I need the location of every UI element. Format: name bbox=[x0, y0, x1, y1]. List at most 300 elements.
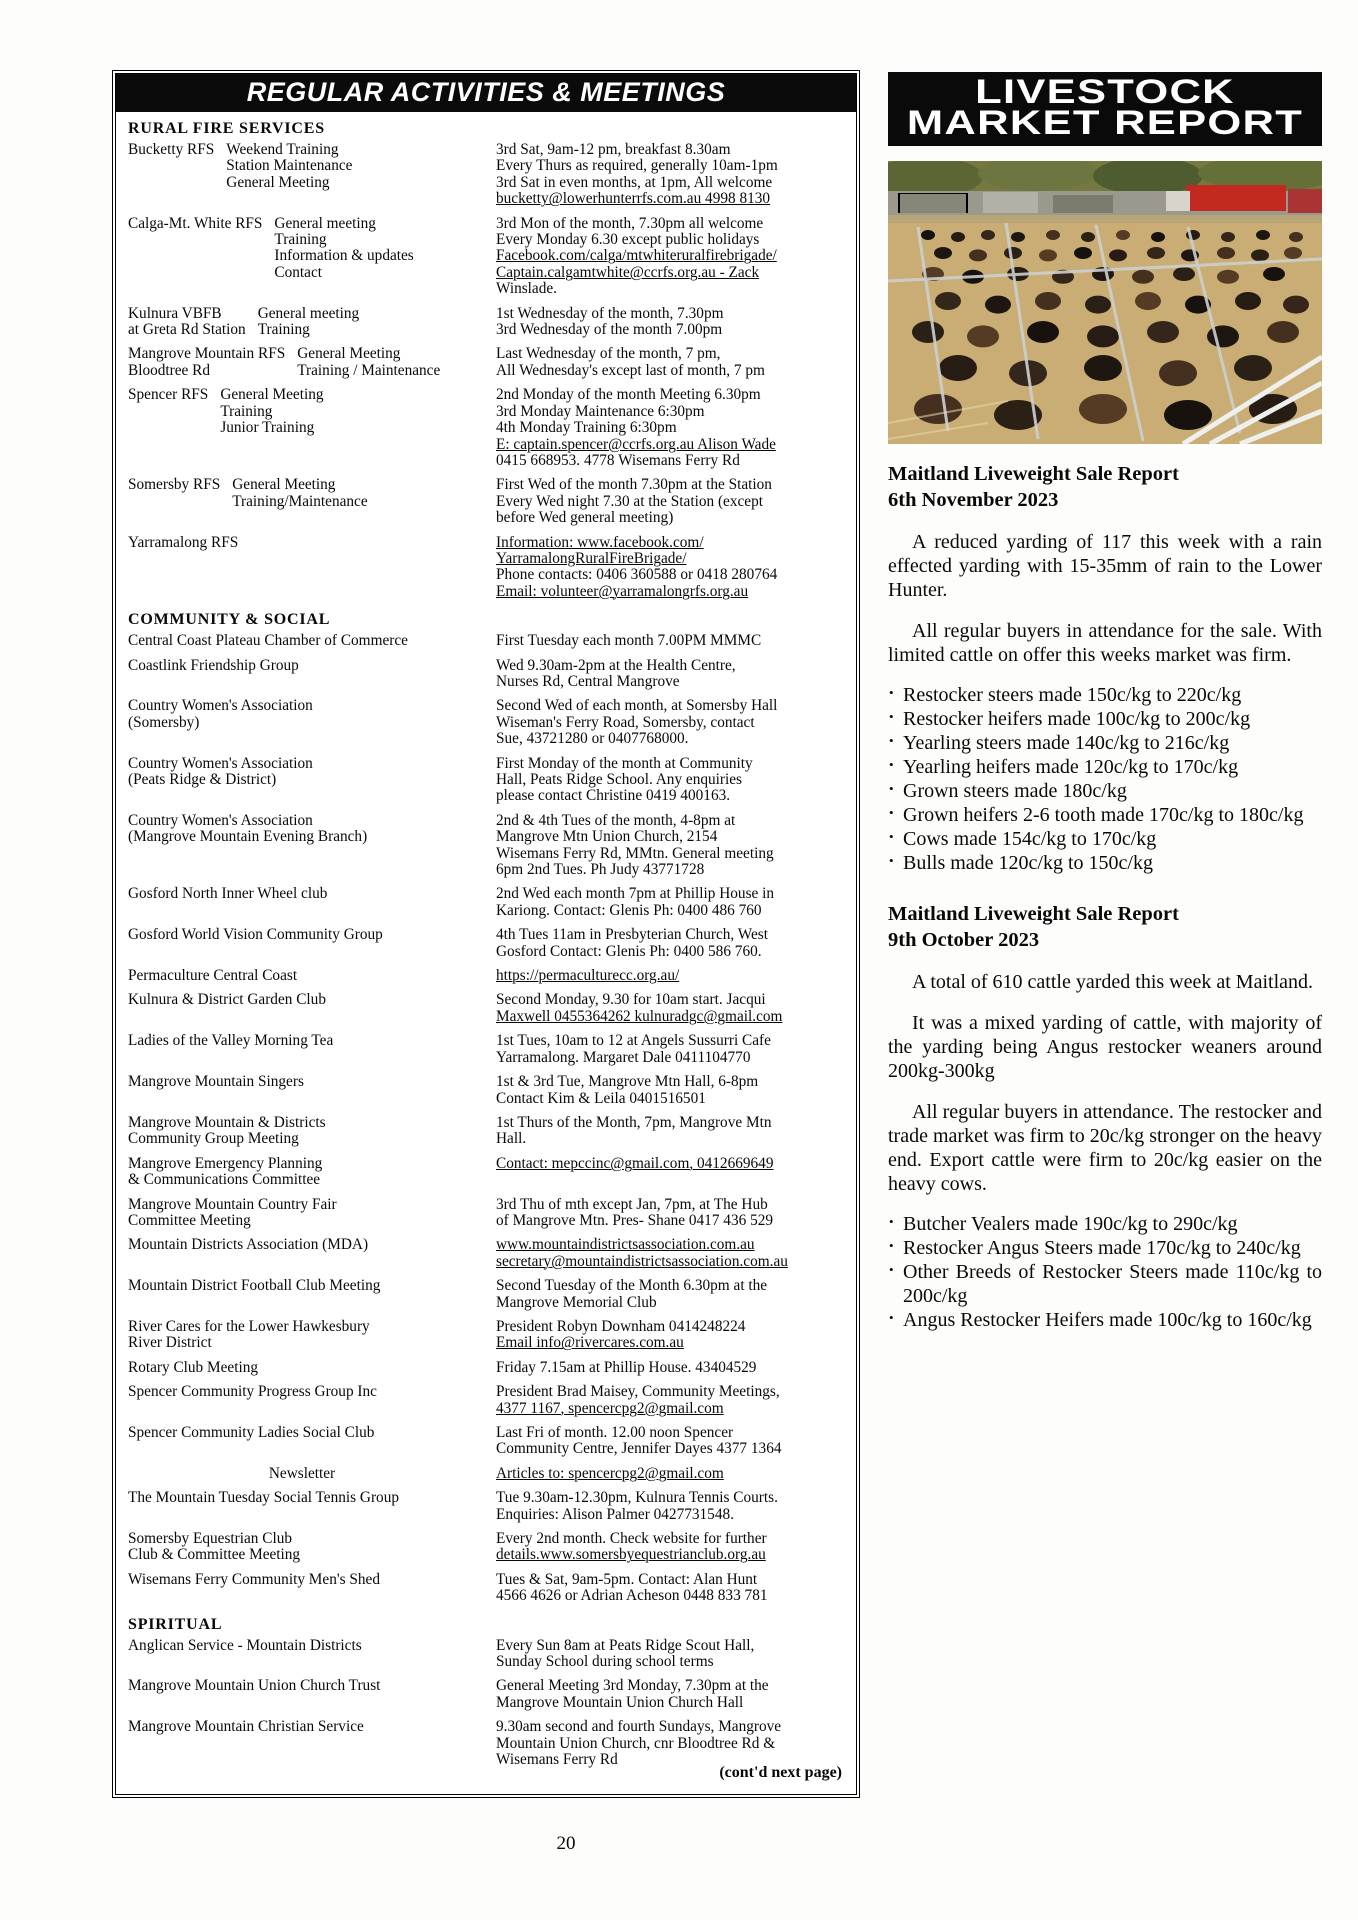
row-details bbox=[496, 216, 846, 298]
activity-line: Training / Maintenance bbox=[297, 361, 441, 379]
detail-line: Mangrove Memorial Club bbox=[496, 1293, 657, 1311]
org-cell bbox=[128, 1719, 496, 1768]
org-name-line: Kulnura VBFB bbox=[128, 304, 222, 322]
section-heading: RURAL FIRE SERVICES bbox=[128, 120, 325, 137]
detail-line: 2nd & 4th Tues of the month, 4-8pm at bbox=[496, 811, 736, 829]
detail-line: 4566 4626 or Adrian Acheson 0448 833 781 bbox=[496, 1587, 768, 1605]
org-name-line: Rotary Club Meeting bbox=[128, 1358, 259, 1376]
activity-line: Junior Training bbox=[220, 419, 315, 437]
row-details bbox=[496, 1572, 846, 1605]
detail-line: Hall. bbox=[496, 1130, 527, 1148]
org-name bbox=[128, 813, 379, 879]
activity-row bbox=[128, 1678, 846, 1711]
org-cell bbox=[128, 1531, 496, 1564]
org-cell bbox=[128, 1319, 496, 1352]
page-number: 20 bbox=[556, 1833, 576, 1854]
detail-line: Contact: mepccinc@gmail.com, 0412669649 bbox=[496, 1154, 774, 1172]
activity-row bbox=[128, 346, 846, 379]
detail-line: Information: www.facebook.com/ bbox=[496, 533, 704, 551]
org-name-line: Mountain District Football Club Meeting bbox=[128, 1277, 381, 1295]
detail-line: 4th Monday Training 6:30pm bbox=[496, 419, 677, 437]
bullet-item: • Other Breeds of Restocker Steers made 110c/kg to 200c/kg bbox=[888, 1260, 1322, 1308]
org-cell bbox=[128, 1466, 496, 1482]
report-paragraph: All regular buyers in attendance for the sale. With limited cattle on offer this weeks market was firm. bbox=[888, 620, 1322, 666]
activity-list bbox=[220, 387, 488, 469]
report-heading-line: 9th October 2023 bbox=[888, 929, 1040, 951]
org-name bbox=[128, 658, 311, 691]
activity-row bbox=[128, 1572, 846, 1605]
activity-row bbox=[128, 306, 846, 339]
row-details bbox=[496, 346, 846, 379]
org-name bbox=[128, 1425, 386, 1458]
detail-line: please contact Christine 0419 400163. bbox=[496, 787, 731, 805]
activity-row bbox=[128, 756, 846, 805]
row-details bbox=[496, 886, 846, 919]
activity-line: Training bbox=[220, 402, 273, 420]
activity-row bbox=[128, 1425, 846, 1458]
activity-line: Training bbox=[274, 231, 327, 249]
activity-row bbox=[128, 1319, 846, 1352]
saleyards-cattle-photo bbox=[888, 161, 1322, 444]
section-heading: SPIRITUAL bbox=[128, 1615, 223, 1633]
activities-list bbox=[116, 112, 856, 1781]
row-details bbox=[496, 1466, 846, 1482]
activity-row bbox=[128, 1490, 846, 1523]
detail-line: First Tuesday each month 7.00PM MMMC bbox=[496, 632, 762, 650]
detail-line: YarramalongRuralFireBrigade/ bbox=[496, 549, 687, 567]
detail-line: Gosford Contact: Glenis Ph: 0400 586 760. bbox=[496, 942, 762, 960]
activity-row bbox=[128, 1156, 846, 1189]
org-name bbox=[128, 387, 220, 469]
org-name-line: Mangrove Mountain Country Fair bbox=[128, 1195, 337, 1213]
row-details bbox=[496, 1115, 846, 1148]
row-details bbox=[496, 1490, 846, 1523]
detail-line: E: captain.spencer@ccrfs.org.au Alison Wade bbox=[496, 435, 776, 453]
detail-line: Every Sun 8am at Peats Ridge Scout Hall, bbox=[496, 1636, 755, 1654]
detail-line: Hall, Peats Ridge School. Any enquiries bbox=[496, 771, 742, 788]
activity-row bbox=[128, 477, 846, 526]
bullet-item: • Grown heifers 2-6 tooth made 170c/kg to 180c/kg bbox=[888, 803, 1322, 827]
row-details bbox=[496, 756, 846, 805]
org-name-line: Wisemans Ferry Community Men's Shed bbox=[128, 1570, 380, 1588]
org-cell bbox=[128, 1490, 496, 1523]
org-name bbox=[128, 1237, 380, 1270]
contd-next-page-note: (cont'd next page) bbox=[719, 1764, 842, 1781]
detail-line: Last Wednesday of the month, 7 pm, bbox=[496, 345, 721, 363]
org-name-line: (Peats Ridge & District) bbox=[128, 771, 277, 788]
detail-line: Kariong. Contact: Glenis Ph: 0400 486 760 bbox=[496, 901, 762, 919]
activity-row bbox=[128, 1033, 846, 1066]
report-heading-line: Maitland Liveweight Sale Report bbox=[888, 903, 1179, 925]
detail-line: Articles to: spencercpg2@gmail.com bbox=[496, 1464, 724, 1482]
org-cell bbox=[128, 1074, 496, 1107]
activity-row bbox=[128, 968, 846, 984]
org-name-line: The Mountain Tuesday Social Tennis Group bbox=[128, 1489, 400, 1507]
detail-line: 9.30am second and fourth Sundays, Mangrove bbox=[496, 1718, 782, 1736]
detail-line: Friday 7.15am at Phillip House. 43404529 bbox=[496, 1358, 757, 1376]
detail-line: First Wed of the month 7.30pm at the Station bbox=[496, 476, 772, 494]
detail-line: Tue 9.30am-12.30pm, Kulnura Tennis Courts. bbox=[496, 1489, 778, 1507]
org-cell bbox=[128, 1197, 496, 1230]
detail-line: Email info@rivercares.com.au bbox=[496, 1334, 684, 1352]
bullet-item: • Yearling heifers made 120c/kg to 170c/kg bbox=[888, 755, 1322, 779]
activity-row bbox=[128, 216, 846, 298]
org-name-line: River Cares for the Lower Hawkesbury bbox=[128, 1317, 370, 1335]
detail-line: 1st & 3rd Tue, Mangrove Mtn Hall, 6-8pm bbox=[496, 1073, 759, 1091]
org-name bbox=[128, 346, 297, 379]
bullet-list bbox=[888, 683, 1322, 875]
report-heading-line: 6th November 2023 bbox=[888, 489, 1059, 511]
detail-line: 3rd Mon of the month, 7.30pm all welcome bbox=[496, 214, 764, 232]
row-details bbox=[496, 1638, 846, 1671]
detail-line: 3rd Sat in even months, at 1pm, All welcome bbox=[496, 173, 773, 191]
row-details bbox=[496, 633, 846, 649]
org-name-line: Gosford World Vision Community Group bbox=[128, 926, 383, 944]
org-name bbox=[128, 1572, 392, 1605]
activity-row bbox=[128, 1719, 846, 1768]
row-details bbox=[496, 387, 846, 469]
org-cell bbox=[128, 346, 496, 379]
org-name-line: Spencer Community Progress Group Inc bbox=[128, 1383, 377, 1401]
detail-line: 3rd Thu of mth except Jan, 7pm, at The Hub bbox=[496, 1195, 768, 1213]
row-details bbox=[496, 535, 846, 601]
org-name-line: Club & Committee Meeting bbox=[128, 1546, 301, 1564]
bullet-item: • Restocker steers made 150c/kg to 220c/kg bbox=[888, 683, 1322, 707]
org-name bbox=[128, 1638, 374, 1671]
row-details bbox=[496, 698, 846, 747]
detail-line: Mangrove Mountain Union Church Hall bbox=[496, 1693, 744, 1711]
detail-line: Wed 9.30am-2pm at the Health Centre, bbox=[496, 656, 736, 674]
activity-line: General meeting bbox=[257, 304, 360, 322]
activity-row bbox=[128, 813, 846, 879]
org-name bbox=[128, 1033, 345, 1066]
row-details bbox=[496, 1237, 846, 1270]
org-name-line: Calga-Mt. White RFS bbox=[128, 214, 263, 232]
detail-line: 2nd Monday of the month Meeting 6.30pm bbox=[496, 386, 761, 404]
org-cell bbox=[128, 1278, 496, 1311]
detail-line: Nurses Rd, Central Mangrove bbox=[496, 672, 680, 690]
org-name-line: Somersby Equestrian Club bbox=[128, 1530, 293, 1548]
livestock-market-report-title bbox=[888, 72, 1322, 146]
sale-reports bbox=[888, 461, 1322, 1332]
activity-line: General meeting bbox=[274, 214, 376, 232]
org-name-line: Mangrove Mountain Union Church Trust bbox=[128, 1677, 381, 1695]
activity-line: General Meeting bbox=[232, 476, 336, 494]
detail-line: 3rd Sat, 9am-12 pm, breakfast 8.30am bbox=[496, 141, 731, 158]
detail-line: Every Wed night 7.30 at the Station (except bbox=[496, 492, 763, 510]
org-name-line: (Mangrove Mountain Evening Branch) bbox=[128, 828, 368, 846]
detail-line: 3rd Wednesday of the month 7.00pm bbox=[496, 321, 723, 339]
detail-line: Every Thurs as required, generally 10am-1pm bbox=[496, 157, 778, 175]
detail-line: Wisemans Ferry Rd, MMtn. General meeting bbox=[496, 844, 774, 862]
row-details bbox=[496, 1033, 846, 1066]
section-heading: COMMUNITY & SOCIAL bbox=[128, 611, 331, 629]
activity-row bbox=[128, 992, 846, 1025]
org-name bbox=[128, 698, 325, 747]
activity-line: Contact bbox=[274, 263, 323, 281]
detail-line: Wisemans Ferry Rd bbox=[496, 1751, 618, 1769]
org-cell bbox=[128, 1237, 496, 1270]
detail-line: Mangrove Mtn Union Church, 2154 bbox=[496, 828, 718, 846]
org-name-line: (Somersby) bbox=[128, 713, 200, 731]
row-details bbox=[496, 927, 846, 960]
activity-row bbox=[128, 658, 846, 691]
org-name bbox=[128, 477, 232, 526]
org-name-line: Bucketty RFS bbox=[128, 141, 215, 158]
row-details bbox=[496, 1278, 846, 1311]
bullet-item: • Butcher Vealers made 190c/kg to 290c/kg bbox=[888, 1212, 1322, 1236]
row-details bbox=[496, 1719, 846, 1768]
activity-row bbox=[128, 142, 846, 208]
org-name bbox=[128, 1197, 349, 1230]
org-cell bbox=[128, 1678, 496, 1711]
org-cell bbox=[128, 1033, 496, 1066]
detail-line: Contact Kim & Leila 0401516501 bbox=[496, 1089, 706, 1107]
activity-row bbox=[128, 1074, 846, 1107]
detail-line: Maxwell 0455364262 kulnuradgc@gmail.com bbox=[496, 1007, 783, 1025]
org-name bbox=[128, 1490, 411, 1523]
livestock-market-report-panel bbox=[888, 72, 1322, 1332]
detail-line: Tues & Sat, 9am-5pm. Contact: Alan Hunt bbox=[496, 1570, 758, 1588]
activity-line: Training bbox=[257, 321, 310, 339]
activity-list bbox=[297, 346, 488, 379]
org-cell bbox=[128, 658, 496, 691]
activity-line: Station Maintenance bbox=[226, 157, 353, 175]
activity-list bbox=[226, 142, 488, 208]
org-cell bbox=[128, 1384, 496, 1417]
detail-line: 4th Tues 11am in Presbyterian Church, West bbox=[496, 926, 768, 944]
org-name-line: Committee Meeting bbox=[128, 1211, 251, 1229]
org-name-line: River District bbox=[128, 1334, 212, 1352]
detail-line: Email: volunteer@yarramalongrfs.org.au bbox=[496, 582, 749, 600]
bullet-item: • Angus Restocker Heifers made 100c/kg to 160c/kg bbox=[888, 1308, 1322, 1332]
org-name-line: Mangrove Emergency Planning bbox=[128, 1154, 323, 1172]
org-name-line: Permaculture Central Coast bbox=[128, 967, 298, 985]
detail-line: 1st Thurs of the Month, 7pm, Mangrove Mtn bbox=[496, 1113, 772, 1131]
detail-line: of Mangrove Mtn. Pres- Shane 0417 436 529 bbox=[496, 1211, 774, 1229]
row-details bbox=[496, 992, 846, 1025]
detail-line: Second Monday, 9.30 for 10am start. Jacqui bbox=[496, 991, 766, 1009]
report-paragraph: A total of 610 cattle yarded this week at Maitland. bbox=[912, 971, 1313, 993]
org-name bbox=[128, 968, 309, 984]
detail-line: Captain.calgamtwhite@ccrfs.org.au - Zack bbox=[496, 263, 760, 281]
detail-line: 0415 668953. 4778 Wisemans Ferry Rd bbox=[496, 451, 740, 469]
org-name bbox=[128, 992, 338, 1025]
org-name bbox=[128, 886, 339, 919]
org-cell bbox=[128, 477, 496, 526]
org-name bbox=[128, 1115, 338, 1148]
title-line-2: MARKET REPORT bbox=[906, 104, 1304, 142]
detail-line: Enquiries: Alison Palmer 0427731548. bbox=[496, 1505, 734, 1523]
org-name bbox=[128, 306, 258, 339]
activity-row bbox=[128, 886, 846, 919]
org-cell bbox=[128, 1115, 496, 1148]
detail-line: President Brad Maisey, Community Meetings, bbox=[496, 1383, 780, 1401]
detail-line: Wiseman's Ferry Road, Somersby, contact bbox=[496, 713, 755, 731]
detail-line: Sue, 43721280 or 0407768000. bbox=[496, 730, 689, 748]
org-name bbox=[128, 535, 250, 601]
activity-row bbox=[128, 1466, 846, 1482]
org-name-line: at Greta Rd Station bbox=[128, 321, 246, 339]
detail-line: General Meeting 3rd Monday, 7.30pm at the bbox=[496, 1677, 769, 1695]
report-paragraph: All regular buyers in attendance. The restocker and trade market was firm to 20c/kg stronger on the heavy end. Export cattle were firm to 20c/kg easier on the heavy cows. bbox=[888, 1101, 1322, 1195]
activity-list bbox=[232, 477, 488, 526]
activity-row bbox=[128, 1115, 846, 1148]
detail-line: 2nd Wed each month 7pm at Phillip House in bbox=[496, 885, 775, 903]
row-details bbox=[496, 1197, 846, 1230]
org-name bbox=[128, 756, 325, 805]
activity-row bbox=[128, 1531, 846, 1564]
org-cell bbox=[128, 886, 496, 919]
report-heading-line: Maitland Liveweight Sale Report bbox=[888, 463, 1179, 485]
org-name-line: Yarramalong RFS bbox=[128, 533, 239, 551]
org-cell bbox=[128, 813, 496, 879]
org-name bbox=[128, 633, 420, 649]
org-cell bbox=[128, 1638, 496, 1671]
activity-row bbox=[128, 1278, 846, 1311]
org-name-line: Spencer RFS bbox=[128, 386, 209, 404]
row-details bbox=[496, 1319, 846, 1352]
org-name-line: & Communications Committee bbox=[128, 1171, 321, 1189]
activity-row bbox=[128, 927, 846, 960]
detail-line: www.mountaindistrictsassociation.com.au bbox=[496, 1236, 755, 1254]
org-cell bbox=[128, 142, 496, 208]
org-name bbox=[128, 216, 274, 298]
org-name bbox=[128, 1719, 376, 1768]
activity-row bbox=[128, 387, 846, 469]
org-name-line: Central Coast Plateau Chamber of Commerce bbox=[128, 632, 408, 650]
org-name-line: Community Group Meeting bbox=[128, 1130, 299, 1148]
activity-row bbox=[128, 1384, 846, 1417]
org-cell bbox=[128, 633, 496, 649]
regular-activities-panel bbox=[112, 70, 860, 1798]
org-name bbox=[128, 1074, 316, 1107]
org-name-line: Newsletter bbox=[268, 1464, 336, 1482]
row-details bbox=[496, 142, 846, 208]
org-name bbox=[128, 1678, 392, 1711]
org-name bbox=[128, 1384, 389, 1417]
org-cell bbox=[128, 1156, 496, 1189]
org-name bbox=[128, 1278, 392, 1311]
detail-line: First Monday of the month at Community bbox=[496, 754, 753, 772]
detail-line: President Robyn Downham 0414248224 bbox=[496, 1317, 746, 1335]
detail-line: Facebook.com/calga/mtwhiteruralfirebrigade/ bbox=[496, 247, 777, 265]
org-cell bbox=[128, 698, 496, 747]
activity-row bbox=[128, 1197, 846, 1230]
org-name-line: Bloodtree Rd bbox=[128, 361, 210, 379]
org-cell bbox=[128, 968, 496, 984]
org-name-line: Mangrove Mountain RFS bbox=[128, 345, 286, 363]
row-details bbox=[496, 813, 846, 879]
org-name-line: Anglican Service - Mountain Districts bbox=[128, 1636, 362, 1654]
activity-line: Training/Maintenance bbox=[232, 492, 368, 510]
org-name bbox=[128, 1156, 334, 1189]
org-name-line: Kulnura & District Garden Club bbox=[128, 991, 326, 1009]
org-cell bbox=[128, 756, 496, 805]
org-cell bbox=[128, 1425, 496, 1458]
org-name bbox=[269, 1466, 347, 1482]
detail-line: Second Tuesday of the Month 6.30pm at the bbox=[496, 1277, 768, 1295]
detail-line: bucketty@lowerhunterrfs.com.au 4998 8130 bbox=[496, 190, 771, 208]
org-name-line: Spencer Community Ladies Social Club bbox=[128, 1424, 375, 1441]
row-details bbox=[496, 1360, 846, 1376]
org-name-line: Coastlink Friendship Group bbox=[128, 656, 299, 674]
org-name-line: Ladies of the Valley Morning Tea bbox=[128, 1032, 334, 1050]
row-details bbox=[496, 306, 846, 339]
org-name bbox=[128, 142, 226, 208]
row-details bbox=[496, 477, 846, 526]
bullet-item: • Restocker heifers made 100c/kg to 200c/kg bbox=[888, 707, 1322, 731]
row-details bbox=[496, 1074, 846, 1107]
detail-line: 6pm 2nd Tues. Ph Judy 43771728 bbox=[496, 861, 705, 879]
activity-list bbox=[258, 306, 488, 339]
org-name-line: Mangrove Mountain Singers bbox=[128, 1073, 304, 1091]
activity-row bbox=[128, 535, 846, 601]
detail-line: Second Wed of each month, at Somersby Hall bbox=[496, 697, 778, 715]
bullet-item: • Grown steers made 180c/kg bbox=[888, 779, 1322, 803]
activity-row bbox=[128, 1360, 846, 1376]
detail-line: Phone contacts: 0406 360588 or 0418 280764 bbox=[496, 566, 778, 584]
org-cell bbox=[128, 306, 496, 339]
activity-row bbox=[128, 1237, 846, 1270]
org-name-line: Country Women's Association bbox=[128, 811, 313, 829]
org-name-line: Gosford North Inner Wheel club bbox=[128, 885, 328, 903]
detail-line: 1st Tues, 10am to 12 at Angels Sussurri Cafe bbox=[496, 1032, 771, 1050]
report-paragraph: It was a mixed yarding of cattle, with majority of the yarding being Angus restocker weaners around 200kg-300kg bbox=[888, 1012, 1322, 1082]
org-name-line: Mangrove Mountain Christian Service bbox=[128, 1718, 364, 1736]
org-name-line: Mangrove Mountain & Districts bbox=[128, 1113, 326, 1131]
activity-row bbox=[128, 633, 846, 649]
bullet-item: • Yearling steers made 140c/kg to 216c/kg bbox=[888, 731, 1322, 755]
report-paragraph: A reduced yarding of 117 this week with a rain effected yarding with 15-35mm of rain to the Lower Hunter. bbox=[888, 531, 1322, 601]
activity-line: General Meeting bbox=[226, 173, 330, 191]
org-cell bbox=[128, 1360, 496, 1376]
org-name-line: Country Women's Association bbox=[128, 754, 313, 772]
row-details bbox=[496, 658, 846, 691]
activity-line: Weekend Training bbox=[226, 141, 339, 158]
regular-activities-title: REGULAR ACTIVITIES & MEETINGS bbox=[116, 74, 856, 112]
org-cell bbox=[128, 535, 496, 601]
saleyards-cattle-photo-art bbox=[888, 161, 1322, 444]
detail-line: Yarramalong. Margaret Dale 0411104770 bbox=[496, 1048, 751, 1066]
org-name bbox=[128, 927, 395, 960]
bullet-item: • Bulls made 120c/kg to 150c/kg bbox=[888, 851, 1322, 875]
bullet-item: • Restocker Angus Steers made 170c/kg to 240c/kg bbox=[888, 1236, 1322, 1260]
activity-line: Information & updates bbox=[274, 247, 414, 265]
detail-line: details.www.somersbyequestrianclub.org.au bbox=[496, 1546, 766, 1564]
detail-line: 1st Wednesday of the month, 7.30pm bbox=[496, 304, 724, 322]
row-details bbox=[496, 1384, 846, 1417]
row-details bbox=[496, 1425, 846, 1458]
row-details bbox=[496, 1678, 846, 1711]
org-cell bbox=[128, 216, 496, 298]
report-heading bbox=[888, 901, 1322, 953]
org-name bbox=[128, 1319, 382, 1352]
org-cell bbox=[128, 1572, 496, 1605]
org-cell bbox=[128, 992, 496, 1025]
org-name-line: Country Women's Association bbox=[128, 697, 313, 715]
detail-line: All Wednesday's except last of month, 7 pm bbox=[496, 361, 765, 379]
row-details bbox=[496, 968, 846, 984]
detail-line: https://permaculturecc.org.au/ bbox=[496, 967, 680, 985]
detail-line: Last Fri of month. 12.00 noon Spencer bbox=[496, 1424, 734, 1441]
detail-line: Every 2nd month. Check website for further bbox=[496, 1530, 767, 1548]
org-name-line: Mountain Districts Association (MDA) bbox=[128, 1236, 369, 1254]
bullet-list bbox=[888, 1212, 1322, 1332]
detail-line: secretary@mountaindistrictsassociation.com.au bbox=[496, 1252, 788, 1270]
detail-line: 4377 1167, spencercpg2@gmail.com bbox=[496, 1399, 724, 1417]
org-cell bbox=[128, 387, 496, 469]
